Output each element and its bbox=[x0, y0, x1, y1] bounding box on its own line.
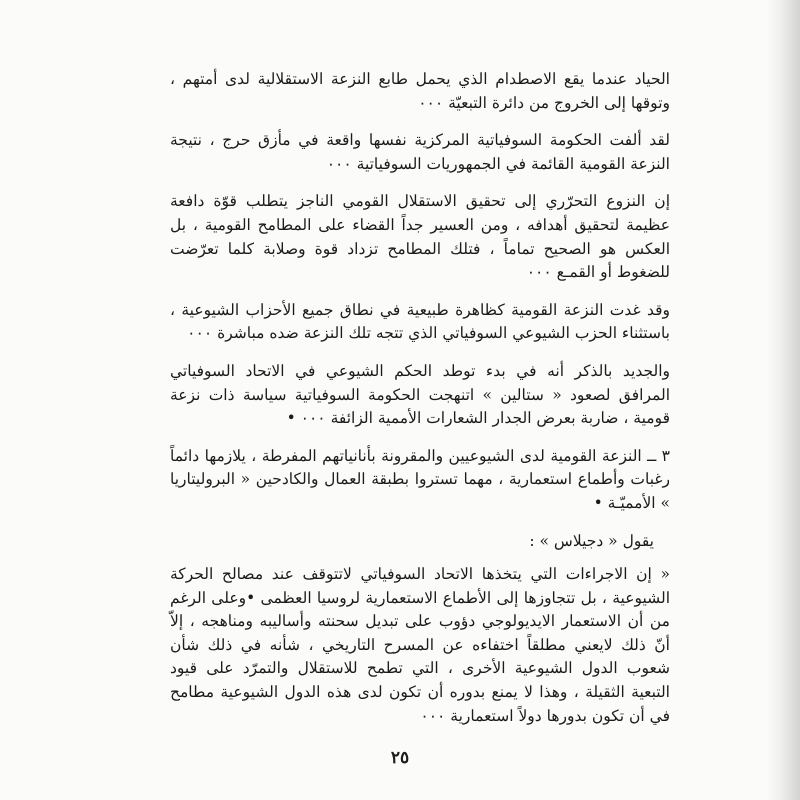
page-number: ٢٥ bbox=[390, 748, 410, 768]
quote-intro: يقول « دجيلاس » : bbox=[529, 531, 654, 550]
page-gutter-shadow bbox=[766, 0, 800, 800]
paragraph-6: ٣ ــ النزعة القومية لدى الشيوعيين والمقرونة بأنانياتهم المفرطة ، يلازمها دائماً رغبات وأطماع استعمارية ، مهما تستروا بطبقة العمال والكادحين « البروليتاريا » الأمميّـة • bbox=[170, 446, 670, 512]
paragraph-1: الحياد عندما يقع الاصطدام الذي يحمل طابع النزعة الاستقلالية لدى أمتهم ، وتوقها إلى الخروج من دائرة التبعيّة ٠٠٠ bbox=[170, 70, 670, 112]
paragraph-4: وقد غدت النزعة القومية كظاهرة طبيعية في نطاق جميع الأحزاب الشيوعية ، باستثناء الحزب الشيوعي السوفياتي الذي تتجه تلك النزعة ضده مباشرة ٠٠٠ bbox=[170, 300, 670, 343]
paragraph-5: والجديد بالذكر أنه في بدء توطد الحكم الشيوعي في الاتحاد السوفياتي المرافق لصعود « ستالين » اتنهجت الحكومة السوفياتية سياسة ذات نزعة قومية ، ضاربة بعرض الجدار الشعارات الأممية الزائفة ٠٠٠ • bbox=[170, 361, 670, 428]
quote-paragraph: « إن الاجراءات التي يتخذها الاتحاد السوفياتي لاتتوقف عند مصالح الحركة الشيوعية ، بل تتجاوزها إلى الأطماع الاستعمارية لروسيا العظمى •وعلى الرغم من أن الاستعمار الايديولوجي دؤوب على تبديل سحنته وأساليبه ومناهجه ، إلاّ أنّ ذلك لايعني مطلقاً اختفاءه عن المسرح التاريخي ، شأنه في ذلك شأن شعوب الدول الشيوعية الأخرى ، التي تطمح للاستقلال والتمرّد على قيود التبعية الثقيلة ، وهذا لا يمنع بدوره أن تكون لدى هذه الدول الشيوعية مطامح في أن تكون بدورها دولاً استعمارية ٠٠٠ bbox=[170, 565, 670, 725]
paragraph-2: لقد ألفت الحكومة السوفياتية المركزية نفسها واقعة في مأزق حرج ، نتيجة النزعة القومية القائمة في الجمهوريات السوفياتية ٠٠٠ bbox=[170, 131, 670, 173]
body-text bbox=[170, 68, 670, 742]
paragraph-3: إن النزوع التحرّري إلى تحقيق الاستقلال القومي الناجز يتطلب قوّة دافعة عظيمة لتحقيق أهدافه ، ومن العسير جداً القضاء على المطامح القومية ، بل العكس هو الصحيح تماماً ، فتلك المطامح تزداد قوة وصلابة كلما تعرّضت للضغوط أو القمـع ٠٠٠ bbox=[170, 192, 670, 282]
